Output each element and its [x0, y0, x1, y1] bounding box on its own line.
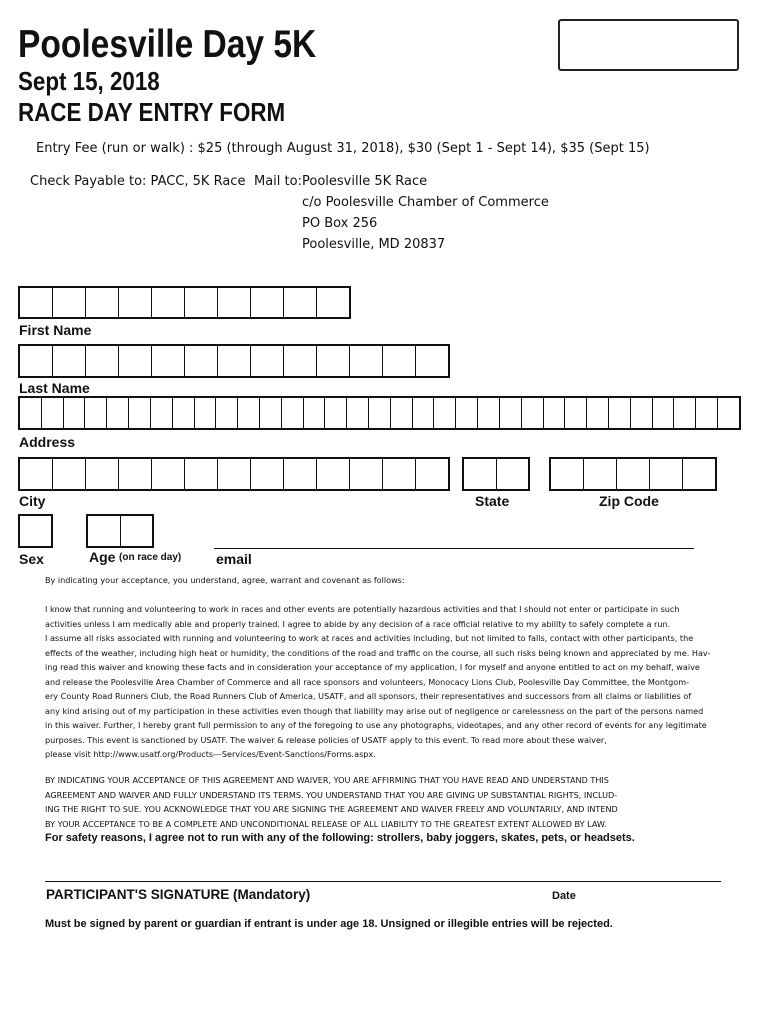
address-label: Address — [19, 434, 76, 450]
waiver-intro: By indicating your acceptance, you understand, agree, warrant and covenant as follows: — [45, 575, 405, 585]
last-name-label: Last Name — [19, 380, 90, 396]
mail-address-line: Poolesville 5K Race — [302, 174, 428, 189]
age-note: (on race day) — [119, 552, 182, 563]
first-name-label: First Name — [19, 322, 92, 338]
state-input[interactable] — [462, 457, 530, 491]
entry-fee-line: Entry Fee (run or walk) : $25 (through August 31, 2018), $30 (Sept 1 - Sept 14), $35 (Sept 15) — [36, 141, 650, 156]
waiver-line: effects of the weather, including high heat or humidity, the conditions of the road and traffic on the course, all such risks being known and appreciated by me. Hav- — [45, 647, 711, 658]
city-input[interactable] — [18, 457, 450, 491]
first-name-input[interactable] — [18, 286, 351, 319]
waiver-line: I assume all risks associated with running and volunteering to work at races and activities including, but not limited to falls, contact with other participants, the — [45, 633, 694, 643]
age-input[interactable] — [86, 514, 154, 548]
caps-line: BY YOUR ACCEPTANCE TO BE A COMPLETE AND UNCONDITIONAL RELEASE OF ALL LIABILITY TO THE GREATEST EXTENT ALLOWED BY LAW. — [45, 818, 607, 829]
city-label: City — [19, 493, 46, 509]
waiver-caps-text — [45, 773, 618, 831]
state-label: State — [475, 493, 510, 509]
waiver-text — [45, 602, 710, 762]
caps-line: BY INDICATING YOUR ACCEPTANCE OF THIS AGREEMENT AND WAIVER, YOU ARE AFFIRMING THAT YOU HAVE READ AND UNDERSTAND THIS — [45, 775, 609, 785]
event-date: Sept 15, 2018 — [18, 66, 160, 96]
waiver-line: and release the Poolesville Area Chamber of Commerce and all race sponsors and volunteers, Monocacy Lions Club, Poolesville Day Committee, the Montgom- — [45, 676, 690, 687]
mail-to-label: Mail to: — [254, 174, 302, 189]
mail-address-line: Poolesville, MD 20837 — [302, 237, 446, 252]
check-payable: Check Payable to: PACC, 5K Race — [30, 174, 246, 189]
mail-address-line: c/o Poolesville Chamber of Commerce — [302, 195, 549, 210]
minor-note: Must be signed by parent or guardian if entrant is under age 18. Unsigned or illegible entries will be rejected. — [45, 918, 613, 930]
waiver-line: activities unless I am medically able and properly trained. I agree to abide by any decision of a race official relative to my ability to safely complete a run. — [45, 618, 671, 629]
waiver-line: please visit http://www.usatf.org/Products---Services/Event-Sanctions/Forms.aspx. — [45, 749, 376, 759]
waiver-line: ing read this waiver and knowing these facts and in consideration your acceptance of my application, I for myself and anyone entitled to act on my behalf, waive — [45, 662, 700, 672]
zip-code-input[interactable] — [549, 457, 717, 491]
caps-line: AGREEMENT AND WAIVER AND FULLY UNDERSTAND ITS TERMS. YOU UNDERSTAND THAT YOU ARE GIVING UP SUBSTANTIAL RIGHTS, INCLUD- — [45, 789, 618, 800]
signature-label: PARTICIPANT'S SIGNATURE (Mandatory) — [46, 887, 311, 902]
logo-box — [558, 19, 739, 71]
waiver-line: in this waiver. Further, I hereby grant full permission to any of the foregoing to use any photographs, videotapes, and any other record of events for any legitimate — [45, 720, 707, 730]
waiver-line: purposes. This event is sanctioned by USATF. The waiver & release policies of USATF apply to this event. To read more about these waiver, — [45, 734, 607, 745]
date-label: Date — [552, 890, 576, 902]
age-label: Age — [89, 549, 116, 565]
email-input-line[interactable] — [214, 548, 694, 549]
last-name-input[interactable] — [18, 344, 450, 378]
page-title: Poolesville Day 5K — [18, 23, 317, 66]
zip-code-label: Zip Code — [599, 493, 659, 509]
email-label: email — [216, 551, 252, 567]
address-input[interactable] — [18, 396, 741, 430]
sex-input[interactable] — [18, 514, 53, 548]
mail-address-line: PO Box 256 — [302, 216, 378, 231]
caps-line: ING THE RIGHT TO SUE. YOU ACKNOWLEDGE THAT YOU ARE SIGNING THE AGREEMENT AND WAIVER FREELY AND VOLUNTARILY, AND INTEND — [45, 804, 618, 814]
safety-statement: For safety reasons, I agree not to run with any of the following: strollers, baby joggers, skates, pets, or headsets. — [45, 832, 635, 844]
waiver-line: any kind arising out of my participation in these activities even though that liability may arise out of negligence or carelessness on the part of the persons named — [45, 705, 704, 716]
sex-label: Sex — [19, 551, 44, 567]
signature-line[interactable] — [45, 881, 721, 882]
waiver-line: I know that running and volunteering to work in races and other events are potentially hazardous activities and that I should not enter or participate in such — [45, 604, 680, 614]
waiver-line: ery County Road Runners Club, the Road Runners Club of America, USATF, and all sponsors, their representatives and successors from all claims or liabilities of — [45, 691, 692, 701]
form-subtitle: RACE DAY ENTRY FORM — [18, 97, 286, 127]
